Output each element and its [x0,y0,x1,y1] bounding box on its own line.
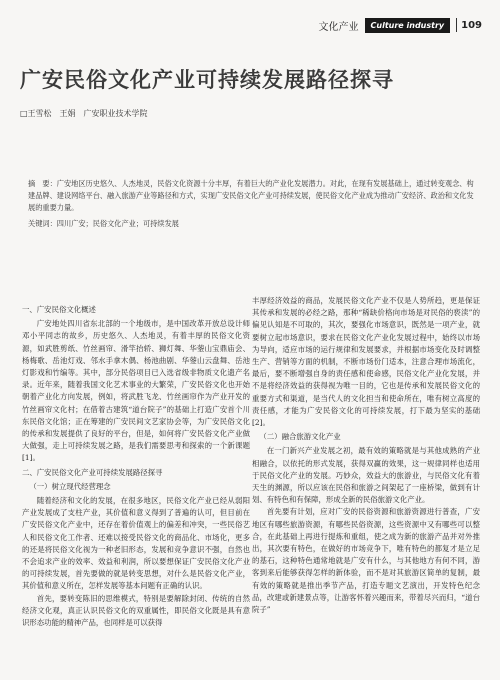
article-title: 广安民俗文化产业可持续发展路径探寻 [20,68,394,92]
section-heading: 二、广安民俗文化产业可持续发展路径探寻 [22,467,163,477]
right-column [252,295,480,616]
left-column [22,302,250,629]
header-divider [456,18,457,32]
section-badge: Culture industry [365,18,451,33]
abstract: 摘 要：广安地区历史悠久、人杰地灵，民俗文化资源十分丰厚，有着巨大的产业化发展潜力。对此，在现有发展基础上，通过转变观念、构建品牌、建设网络平台、融入旅游产业等路径和方式，实现广安民俗文化产业可持续发展，使民俗文化产业成为推动广安经济、政治和文化发展的重要力量。 [28,179,474,212]
subsection-heading: （二）融合旅游文化产业 [259,432,341,442]
page-header [319,14,482,36]
section-heading: 一、广安民俗文化概述 [22,305,96,314]
body-paragraph: 在一门新兴产业发展之初，最有效的策略就是与其他成熟的产业相融合，以依托的形式发展，获得双赢的效果，这一规律同样也适用于民俗文化产业的发展。巧妙众，效益大的旅游业，与民俗文化有着天生的渊源，所以应该在民俗和旅游之间架起了一座桥梁，做到有计划、有特色和有保障，形成全新的民俗旅游文化产业。 [252,446,480,505]
body-paragraph: 首先，要转变陈旧的思维模式，特别是要解除封闭、传统的自然经济文化观，真正认识民俗文化的双重属性，即民俗文化既是具有意识形态功能的精神产品，也同样是可以获得 [22,593,250,628]
author-line: □王雪松 王娟 广安职业技术学院 [20,109,148,118]
subsection-heading: （一）树立现代经营理念 [29,481,111,491]
keywords: 关键词：四川广安；民俗文化产业；可持续发展 [28,219,179,228]
body-paragraph: 随着经济和文化的发展，在很多地区，民俗文化产业已经从弱阳产业发展成了支柱产业，其价值和意义得到了普遍的认可，但目前在广安民俗文化产业中，还存在着价值观上的偏差和冲突，一些民俗艺人和民俗文化工作者、还难以接受民俗文化的商品化、市场化，更多的还是将民俗文化视为一种老旧形态，发展和竞争意识不强，自然也不会追求产业的效率、效益和利润，所以要想保证广安民俗文化产业的可持续发展，首先要做的就是转变思想，对什么是民俗文化产业，其价值和意义所在，怎样发展等基本问题有正确的认识。 [22,496,250,591]
body-paragraph: 广安地处四川省东北部的一个地级市，是中国改革开放总设计师邓小平同志的故乡，历史悠久、人杰地灵，有着丰厚的民俗文化资源，如武胜剪纸、竹丝画帘、滑竿抬轿、狮灯舞、华蓥山宝鼎庙会、杨梅歌、岳池灯戏、邻水手拿木偶、杨池曲剧、华蓥山云盘舞、岳池灯影戏和竹编等。其中，部分民俗项目已入选省级非物质文化遗产名录。近年来，随着我国文化艺术事业的大繁荣，广安民俗文化也开始朝着产业化方向发展，例如，将武胜飞龙、竹丝画帘作为产业开发的竹丝画帘文化村；在借着古建筑“道台院子”的基础上打造广安首个川东民俗文化馆；正在筹建的广安民间文艺家协会等，为广安民俗文化的传承和发展提供了良好的平台，但是，如何将广安民俗文化产业做大做强，走上可持续发展之路，是我们需要思考和探索的一个新课题[1]。 [22,319,250,463]
section-label: 文化产业 [318,21,359,33]
page-number: 109 [461,19,482,31]
body-paragraph: 首先要有计划，应对广安的民俗资源和旅游资源进行普查，广安地区有哪些旅游资源，有哪些民俗资源，这些资源中又有哪些可以整合，在此基础上再进行提炼和重组，使之成为新的旅游产品并对外推出，其次要有特色，在做好的市场竞争下，唯有特色的都复才是立足的基石，这种特色通常地就是广安有什么，与其他地方有何不同，游客到来后能够获得怎样的新体验，而不是对其旅游区简单的复制，最有效的策略就是推出季节产品，打造专题文艺演出，开发特色纪念品，改建或新建景点等，让游客怀着兴趣而来，带着尽兴而归，“道台院子” [252,507,480,615]
body-paragraph: 丰厚经济效益的商品，发展民俗文化产业不仅是人势所趋，更是保证其传承和发展的必经之路，那种“稀缺价格向市场是对民俗的亵渎”的偏见认知是不可取的，其次，要强化市场意识，既然是一项产业，就要树立起市场意识，要求在民俗文化产业化发展过程中，始终以市场为导向，适应市场的运行规律和发展要求，并根据市场变化及时调整生产、营销等方面的机制，不断市场份门适本，注意合理市场流化，最后，要不断增强自身的责任感和使命感，民俗文化产业化发展，并不是将经济效益的获得视为唯一目的，它也是传承和发展民俗文化的重要方式和渠道，是当代人的文化担当和使命所在，唯有树立高度的责任感，才能为广安民俗文化的可持续发展，打下最为坚实的基础[2]。 [252,296,480,428]
